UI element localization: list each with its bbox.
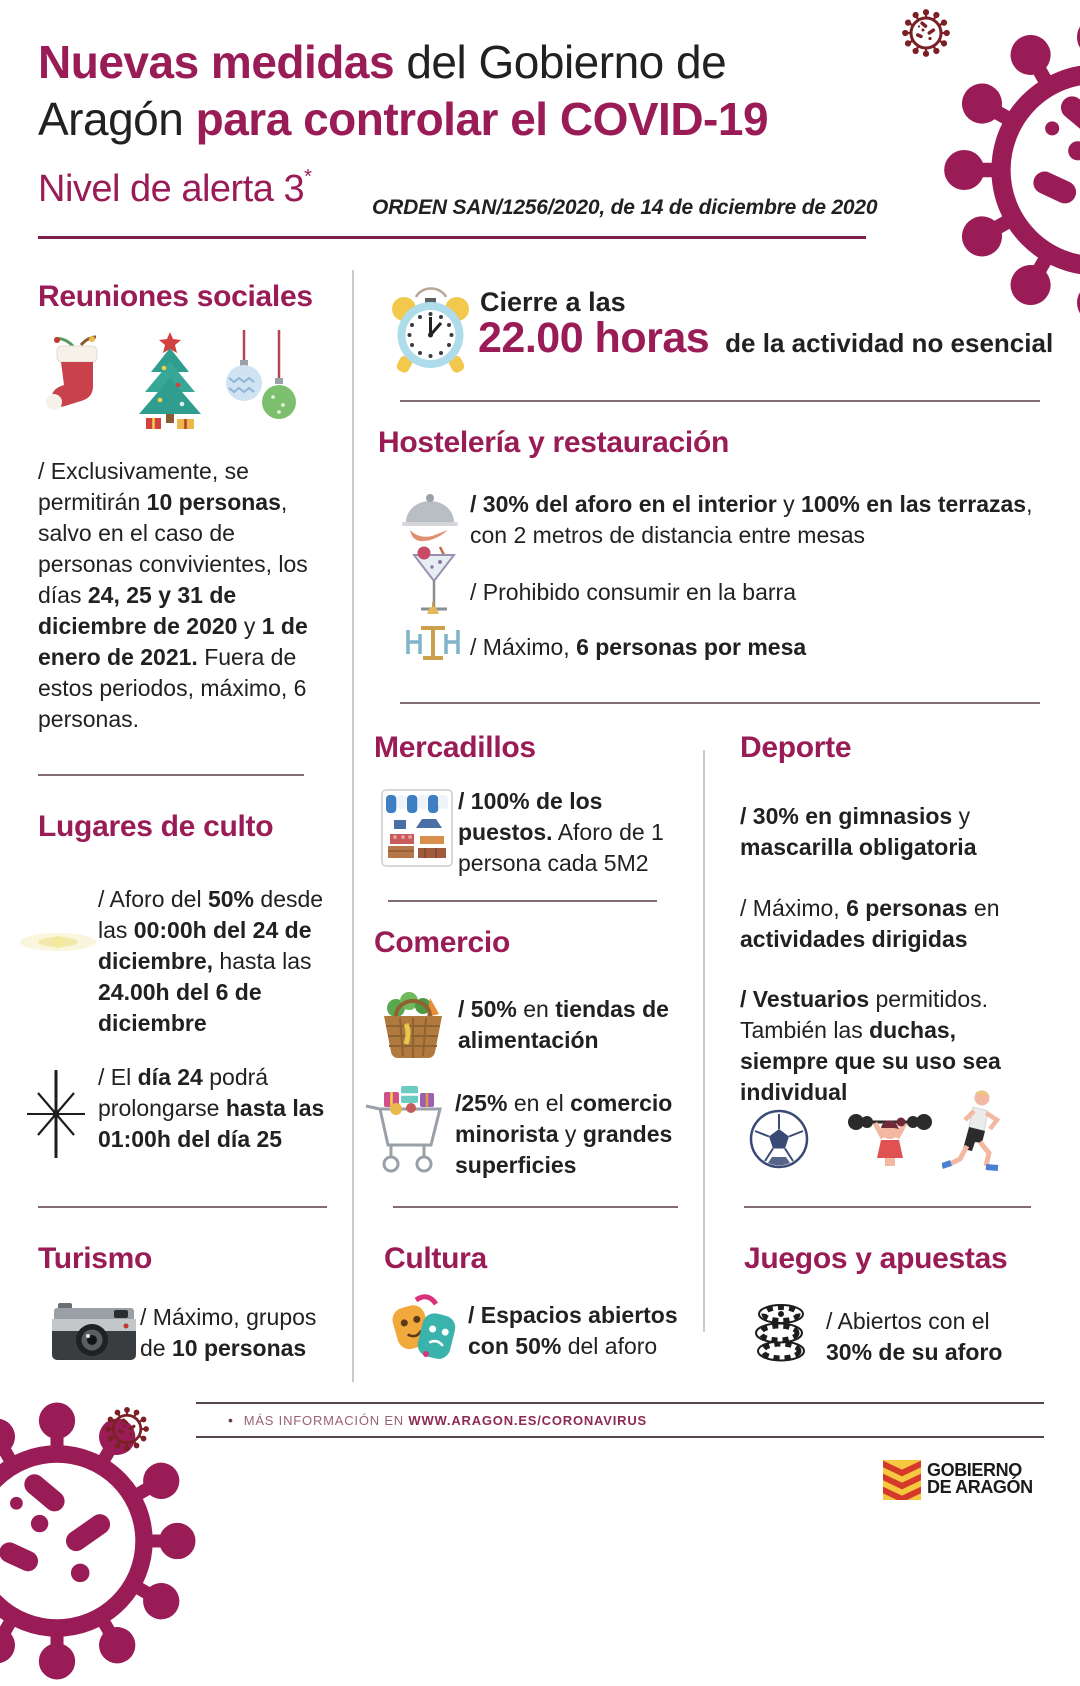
cierre-label: Cierre a las <box>480 287 626 317</box>
section-title-juegos: Juegos y apuestas <box>744 1242 1008 1275</box>
deporte-text-1: / 30% en gimnasios y mascarilla obligatoria <box>740 803 977 860</box>
page-title-line1: Nuevas medidas del Gobierno de <box>38 36 727 88</box>
shopping-cart-icon <box>362 1082 448 1176</box>
deporte-text-2: / Máximo, 6 personas en actividades dirigidas <box>740 895 1000 952</box>
virus-icon-large <box>937 10 1080 330</box>
footer-rule-top <box>196 1402 1044 1404</box>
market-stall-icon <box>380 788 454 868</box>
section-title-culto: Lugares de culto <box>38 810 274 843</box>
virus-icon-small <box>104 1406 150 1452</box>
separator <box>38 1206 327 1208</box>
alarm-clock-icon <box>383 280 478 380</box>
footer-rule-bottom <box>196 1436 1044 1438</box>
running-icon <box>942 1088 1004 1174</box>
juegos-text: / Abiertos con el 30% de su aforo <box>826 1308 1003 1365</box>
footer-info-url: WWW.ARAGON.ES/CORONAVIRUS <box>408 1413 648 1428</box>
section-title-mercadillos: Mercadillos <box>374 731 536 764</box>
christmas-tree-icon <box>130 330 210 432</box>
aragon-emblem-icon <box>883 1460 921 1500</box>
footer-info-prefix: MÁS INFORMACIÓN EN <box>243 1413 409 1428</box>
bullet: • <box>228 1412 234 1428</box>
comercio-text-1: / 50% en tiendas de alimentación <box>458 996 669 1053</box>
theater-masks-icon <box>382 1294 462 1364</box>
separator <box>744 1206 1031 1208</box>
culto-text-2: / El día 24 podrá prolongarse hasta las 01:00h del día 25 <box>98 1064 325 1152</box>
hosteleria-text-1: / 30% del aforo en el interior y 100% en las terrazas, con 2 metros de distancia entre mesas <box>470 491 1033 548</box>
soccer-ball-icon <box>748 1108 810 1170</box>
section-title-reuniones: Reuniones sociales <box>38 280 313 313</box>
camera-icon <box>50 1302 138 1362</box>
separator <box>400 702 1040 704</box>
reuniones-text: / Exclusivamente, se permitirán 10 personas, salvo en el caso de personas convivientes, los días 24, 25 y 31 de diciembre de 2020 y 1 de enero de 2021. Fuera de estos periodos, máximo, 6 personas. <box>38 458 308 732</box>
mercadillos-text: / 100% de los puestos. Aforo de 1 persona cada 5M2 <box>458 788 664 876</box>
separator <box>400 400 1040 402</box>
cierre-time: 22.00 horas <box>478 314 710 362</box>
cultura-text: / Espacios abiertos con 50% del aforo <box>468 1302 678 1359</box>
order-reference: ORDEN SAN/1256/2020, de 14 de diciembre de 2020 <box>372 196 878 219</box>
grocery-basket-icon <box>376 988 450 1062</box>
logo-line2: DE ARAGÓN <box>927 1477 1033 1497</box>
separator <box>38 774 304 776</box>
section-title-hosteleria: Hostelería y restauración <box>378 426 729 459</box>
separator <box>393 1206 678 1208</box>
separator <box>388 900 657 902</box>
turismo-text: / Máximo, grupos de 10 personas <box>140 1304 317 1361</box>
column-divider-left <box>352 270 354 1382</box>
alert-asterisk: * <box>304 166 312 189</box>
section-title-cultura: Cultura <box>384 1242 487 1275</box>
header-rule <box>38 236 866 239</box>
gobierno-aragon-logo <box>927 1462 1033 1496</box>
section-title-turismo: Turismo <box>38 1242 153 1275</box>
comercio-text-2: /25% en el comercio minorista y grandes superficies <box>455 1090 673 1178</box>
candle-light-icon <box>18 915 98 970</box>
section-title-comercio: Comercio <box>374 926 510 959</box>
ornaments-icon <box>222 330 297 432</box>
bethlehem-star-icon <box>25 1068 87 1160</box>
logo-line1: GOBIERNO <box>927 1460 1022 1480</box>
serving-cloche-icon <box>398 488 462 544</box>
footer-info <box>228 1412 647 1428</box>
christmas-stocking-icon <box>45 332 107 432</box>
hosteleria-text-2: / Prohibido consumir en la barra <box>470 579 796 605</box>
hosteleria-text-3: / Máximo, 6 personas por mesa <box>470 634 807 660</box>
page-title-line2: Aragón para controlar el COVID-19 <box>38 93 769 145</box>
cierre-tail: de la actividad no esencial <box>725 328 1054 358</box>
terrace-table-icon <box>396 600 470 670</box>
page-title <box>38 34 898 148</box>
weightlifting-icon <box>845 1098 935 1174</box>
culto-text-1: / Aforo del 50% desde las 00:00h del 24 de diciembre, hasta las 24.00h del 6 de diciembre <box>98 886 324 1036</box>
virus-icon-large <box>0 1396 202 1686</box>
poker-chips-icon <box>750 1300 810 1364</box>
alert-level: Nivel de alerta 3* <box>38 166 312 210</box>
deporte-text-3: / Vestuarios permitidos. También las duchas, siempre que su uso sea individual <box>740 986 1001 1105</box>
cierre-line <box>478 314 1053 363</box>
section-title-deporte: Deporte <box>740 731 852 764</box>
